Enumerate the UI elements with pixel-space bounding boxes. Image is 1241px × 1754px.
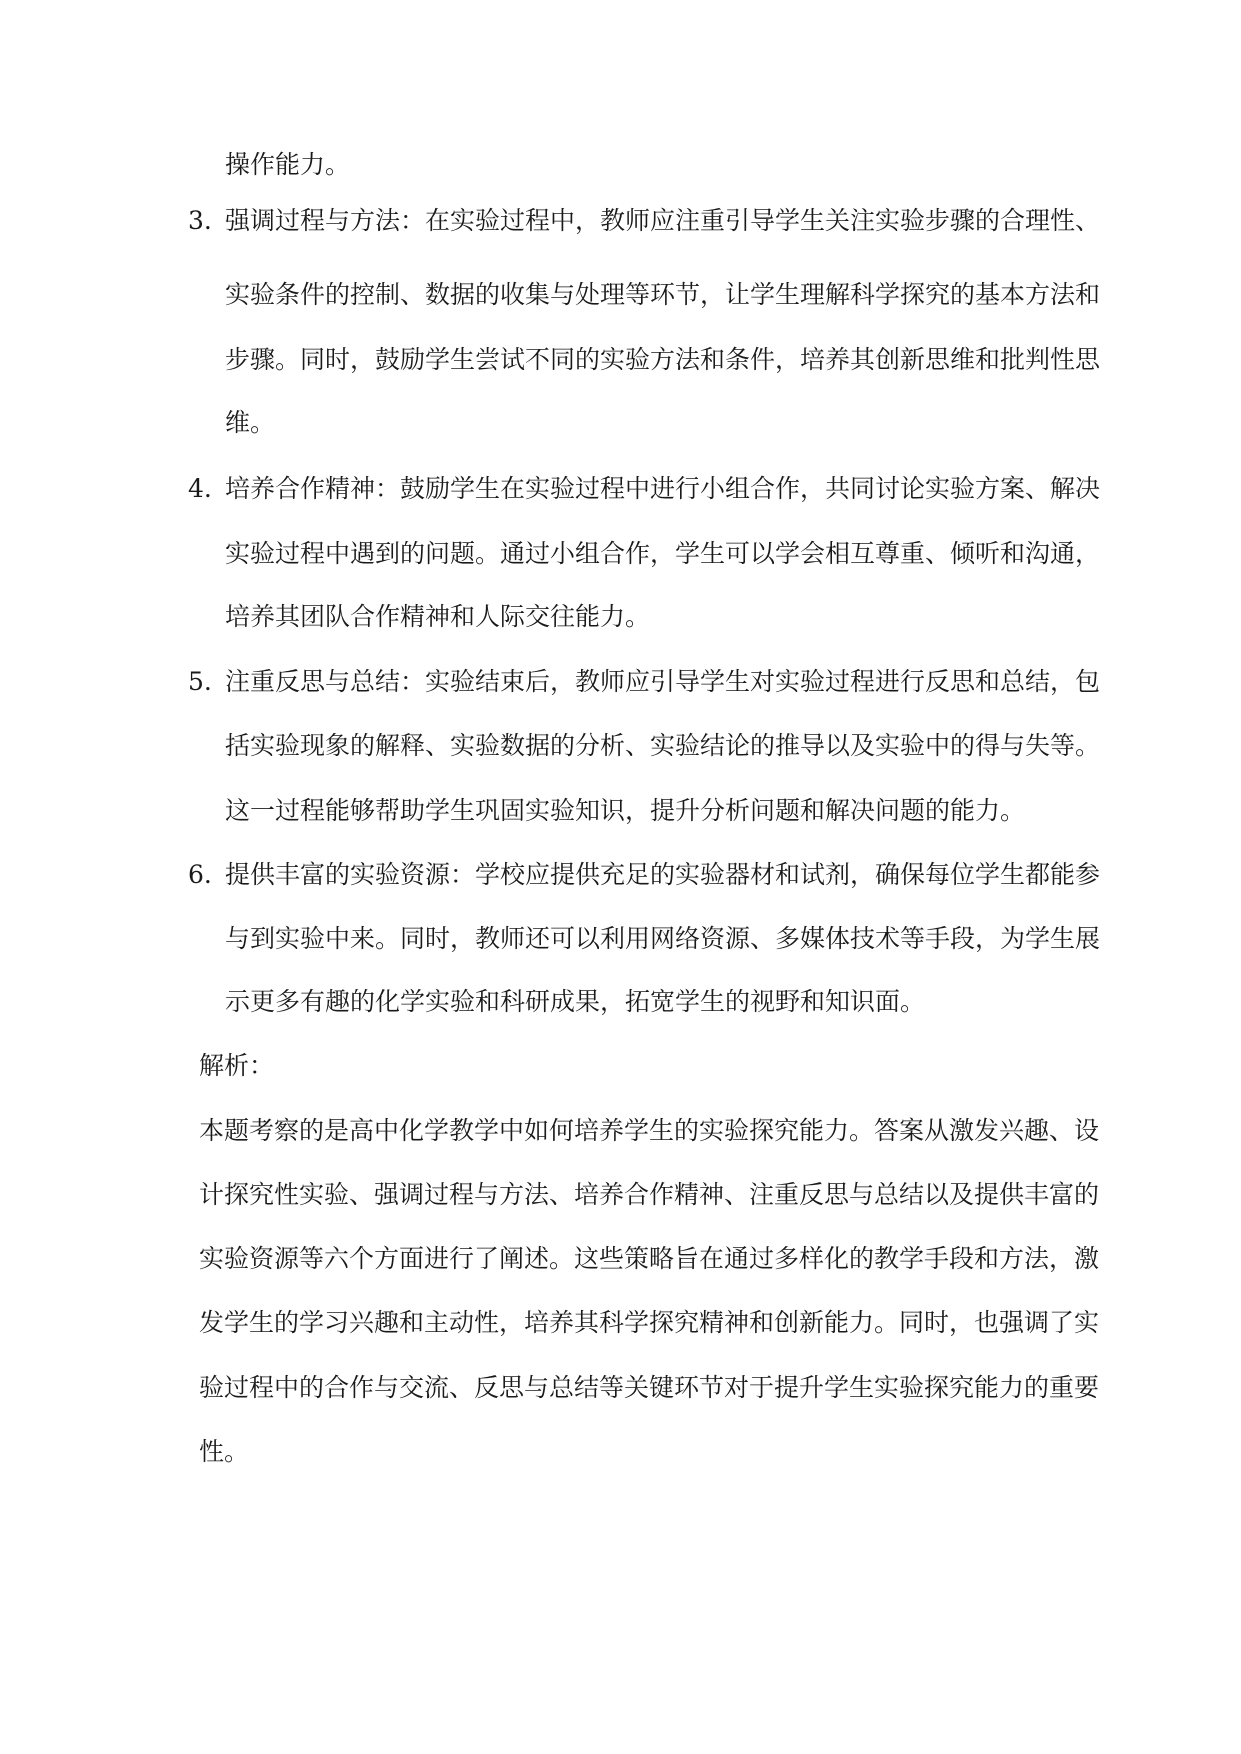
list-item-line: 示更多有趣的化学实验和科研成果，拓宽学生的视野和知识面。: [225, 987, 926, 1016]
list-item-line: 这一过程能够帮助学生巩固实验知识，提升分析问题和解决问题的能力。: [225, 796, 1026, 825]
list-item-line: 实验条件的控制、数据的收集与处理等环节，让学生理解科学探究的基本方法和: [225, 280, 1101, 309]
analysis-line: 实验资源等六个方面进行了阐述。这些策略旨在通过多样化的教学手段和方法，激: [199, 1244, 1100, 1273]
continuation-line: 操作能力。: [225, 150, 351, 179]
list-item-line: 培养其团队合作精神和人际交往能力。: [225, 602, 651, 631]
analysis-line: 本题考察的是高中化学教学中如何培养学生的实验探究能力。答案从激发兴趣、设: [199, 1116, 1100, 1145]
list-item-number: 4.: [188, 474, 212, 503]
list-item-line: 步骤。同时，鼓励学生尝试不同的实验方法和条件，培养其创新思维和批判性思: [225, 345, 1101, 374]
analysis-line: 发学生的学习兴趣和主动性，培养其科学探究精神和创新能力。同时，也强调了实: [199, 1308, 1100, 1337]
list-item-line: 培养合作精神：鼓励学生在实验过程中进行小组合作，共同讨论实验方案、解决: [225, 474, 1101, 503]
list-item-line: 括实验现象的解释、实验数据的分析、实验结论的推导以及实验中的得与失等。: [225, 731, 1101, 760]
list-item-number: 6.: [188, 860, 212, 889]
analysis-line: 计探究性实验、强调过程与方法、培养合作精神、注重反思与总结以及提供丰富的: [199, 1180, 1100, 1209]
list-item-line: 注重反思与总结：实验结束后，教师应引导学生对实验过程进行反思和总结，包: [225, 667, 1101, 696]
analysis-heading: 解析：: [199, 1051, 275, 1080]
list-item-line: 提供丰富的实验资源：学校应提供充足的实验器材和试剂，确保每位学生都能参: [225, 860, 1101, 889]
list-item-line: 与到实验中来。同时，教师还可以利用网络资源、多媒体技术等手段，为学生展: [225, 924, 1101, 953]
list-item-line: 维。: [225, 408, 276, 437]
list-item-line: 强调过程与方法：在实验过程中，教师应注重引导学生关注实验步骤的合理性、: [225, 206, 1101, 235]
list-item-number: 5.: [188, 667, 212, 696]
analysis-line: 验过程中的合作与交流、反思与总结等关键环节对于提升学生实验探究能力的重要: [199, 1373, 1100, 1402]
list-item-line: 实验过程中遇到的问题。通过小组合作，学生可以学会相互尊重、倾听和沟通，: [225, 539, 1101, 568]
analysis-line: 性。: [199, 1437, 250, 1466]
list-item-number: 3.: [188, 206, 212, 235]
